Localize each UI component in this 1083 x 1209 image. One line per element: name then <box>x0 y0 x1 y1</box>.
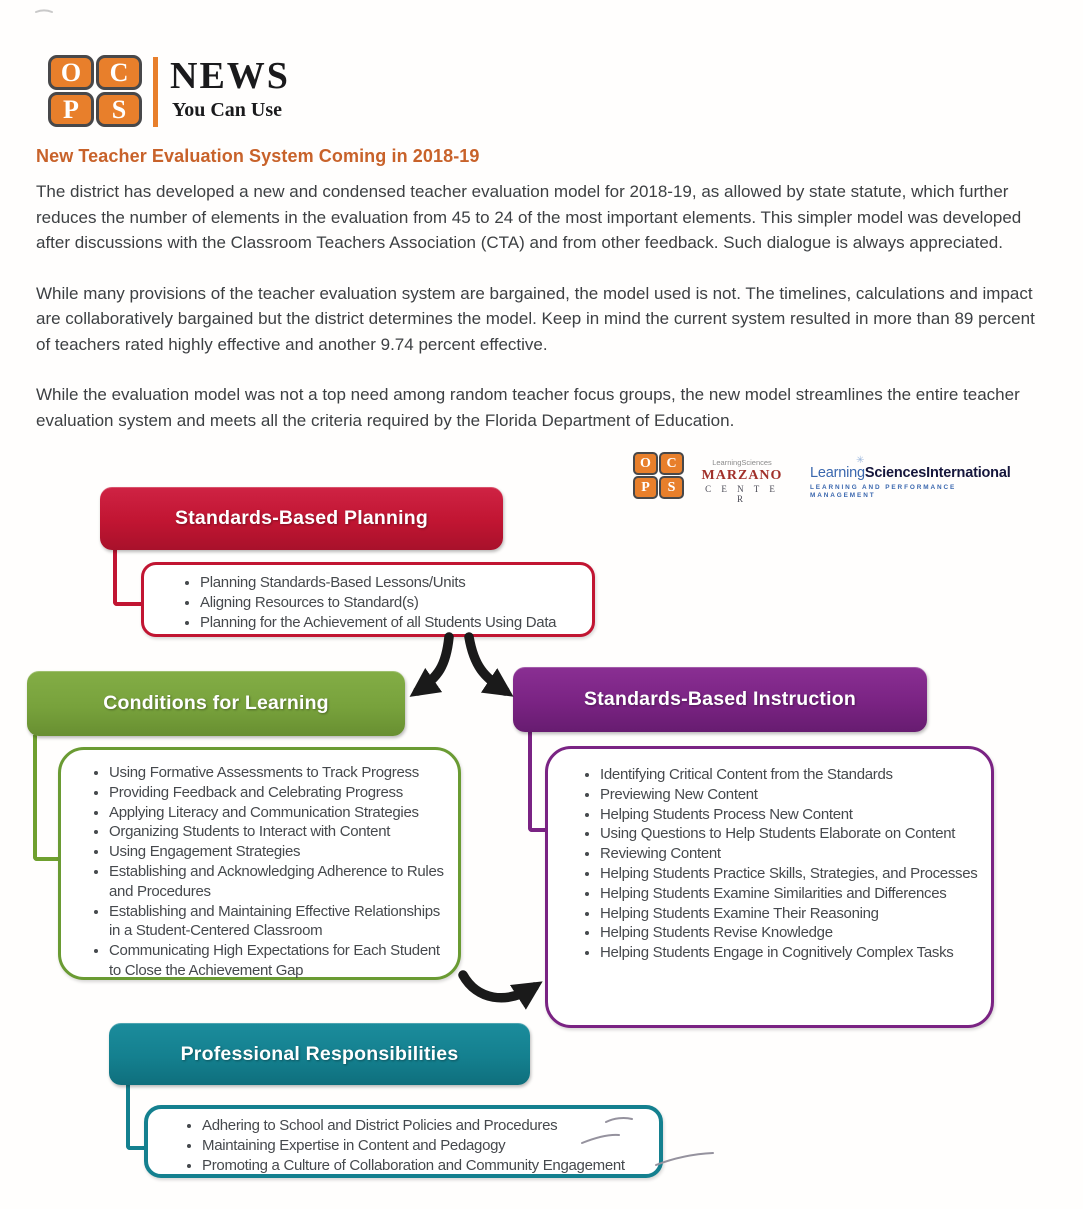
bullet-item: • Helping Students Practice Skills, Strategies, and Processes <box>600 864 985 884</box>
lsi-logo-name <box>810 465 1011 482</box>
bullet-item: • Promoting a Culture of Collaboration and Community Engagement <box>202 1156 653 1176</box>
marzano-center-logo <box>700 459 784 504</box>
bullet-item: • Using Formative Assessments to Track Progress <box>109 763 452 783</box>
bullet-item: • Aligning Resources to Standard(s) <box>200 593 586 613</box>
news-title: NEWS <box>170 55 290 97</box>
lsi-name-part1: Learning <box>810 465 865 481</box>
bullet-item: • Establishing and Acknowledging Adherence to Rules and Procedures <box>109 862 452 902</box>
bullet-item: • Helping Students Examine Their Reasoning <box>600 904 985 924</box>
bullet-item: • Previewing New Content <box>600 785 985 805</box>
section-list-instruction <box>545 746 994 1028</box>
bullet-item: • Planning for the Achievement of all Students Using Data <box>200 613 586 633</box>
section-list-professional <box>144 1105 663 1178</box>
ocps-small-tile-s: S <box>659 476 684 499</box>
bullet-item: • Organizing Students to Interact with Content <box>109 822 452 842</box>
arrow-planning-to-conditions-icon <box>418 637 449 691</box>
bullet-item: • Adhering to School and District Policies and Procedures <box>202 1116 653 1136</box>
bullet-item: • Maintaining Expertise in Content and Pedagogy <box>202 1136 653 1156</box>
marzano-logo-name: MARZANO <box>701 467 783 483</box>
bullet-item: • Using Engagement Strategies <box>109 842 452 862</box>
ocps-tile-s: S <box>96 92 142 127</box>
ocps-tile-p: P <box>48 92 94 127</box>
bullet-item: • Identifying Critical Content from the Standards <box>600 765 985 785</box>
learning-sciences-international-logo <box>810 455 1011 500</box>
ocps-small-tile-o: O <box>633 452 658 475</box>
article-headline: New Teacher Evaluation System Coming in 2018-19 <box>36 146 480 166</box>
bullet-item: • Helping Students Process New Content <box>600 805 985 825</box>
paragraph-1: The district has developed a new and condensed teacher evaluation model for 2018-19, as allowed by state statute, which further reduces the number of elements in the evaluation from 45 to 24 of the most important elements. This simpler model was developed after discussions with the Classroom Teachers Association (CTA) and from other feedback. Such dialogue is always appreciated. <box>36 182 1022 252</box>
ocps-tile-o: O <box>48 55 94 90</box>
bullet-item: • Planning Standards-Based Lessons/Units <box>200 573 586 593</box>
section-header-conditions: Conditions for Learning <box>27 671 405 736</box>
paragraph-3: While the evaluation model was not a top need among random teacher focus groups, the new model streamlines the entire teacher evaluation system and meets all the criteria required by the Florida Department of Education. <box>36 385 1020 430</box>
ocps-tile-c: C <box>96 55 142 90</box>
article-body <box>36 179 1048 458</box>
lsi-logo-tagline: LEARNING AND PERFORMANCE MANAGEMENT <box>810 484 957 500</box>
bullet-item: • Reviewing Content <box>600 844 985 864</box>
arrow-conditions-to-instruction-icon <box>463 975 534 998</box>
bullet-item: • Using Questions to Help Students Elaborate on Content <box>600 824 985 844</box>
marzano-logo-top-text: LearningSciences <box>712 458 772 467</box>
bullet-item: • Establishing and Maintaining Effective Relationships in a Student-Centered Classroom <box>109 902 452 942</box>
ocps-logo-small <box>633 452 684 499</box>
pencil-mark-3 <box>656 1153 713 1165</box>
lsi-name-part2: SciencesInternational <box>864 465 1011 481</box>
marzano-logo-bottom-text: C E N T E R <box>705 483 779 505</box>
ocps-logo <box>48 55 142 127</box>
ocps-small-tile-c: C <box>659 452 684 475</box>
news-subtitle: You Can Use <box>172 99 283 121</box>
scan-artifact-mark <box>36 11 52 13</box>
arrow-planning-to-instruction-icon <box>469 637 505 691</box>
section-list-conditions <box>58 747 461 980</box>
paragraph-2: While many provisions of the teacher evaluation system are bargained, the model used is not. The timelines, calculations and impact are collaboratively bargained but the district determines the model. Keep in mind the current system resulted in more than 89 percent of teachers rated highly effective and another 9.74 percent effective. <box>36 283 1035 354</box>
bullet-item: • Communicating High Expectations for Each Student to Close the Achievement Gap <box>109 941 452 981</box>
section-header-professional: Professional Responsibilities <box>109 1023 530 1085</box>
masthead-divider <box>153 57 158 127</box>
bullet-item: • Providing Feedback and Celebrating Progress <box>109 783 452 803</box>
bullet-item: • Helping Students Examine Similarities and Differences <box>600 884 985 904</box>
bullet-item: • Helping Students Engage in Cognitively Complex Tasks <box>600 943 985 963</box>
section-list-planning <box>141 562 595 637</box>
bullet-item: • Applying Literacy and Communication Strategies <box>109 803 452 823</box>
ocps-small-tile-p: P <box>633 476 658 499</box>
section-header-instruction: Standards-Based Instruction <box>513 667 927 732</box>
sparkle-icon: ✳ <box>856 455 865 466</box>
bullet-item: • Helping Students Revise Knowledge <box>600 923 985 943</box>
section-header-planning: Standards-Based Planning <box>100 487 503 550</box>
